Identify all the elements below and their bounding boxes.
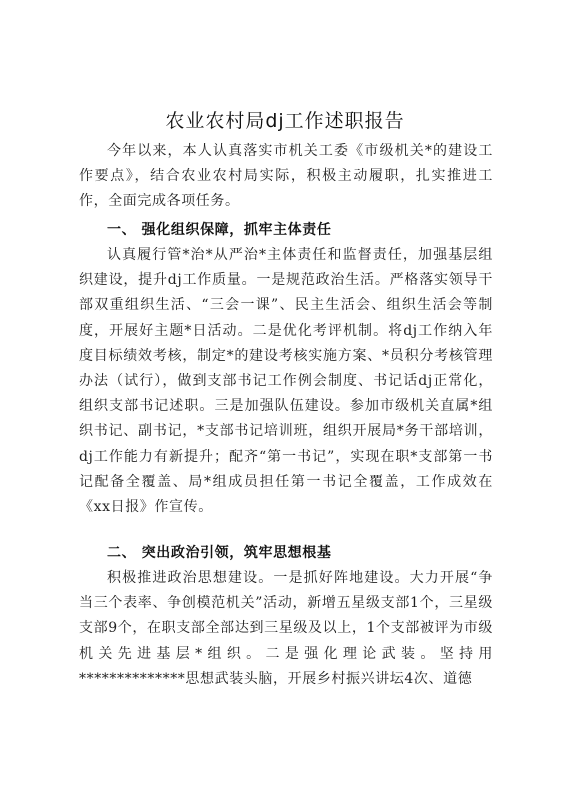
section-1-heading: 一、 强化组织保障，抓牢主体责任 — [107, 222, 332, 238]
section-2-heading: 二、 突出政治引领，筑牢思想根基 — [107, 545, 332, 561]
document-title: 农业农村局dj工作述职报告 — [165, 110, 405, 132]
intro-paragraph: 今年以来，本人认真落实市机关工委《市级机关*的建设工作要点》，结合农业农村局实际，积极主动履职，扎实推进工作，全面完成各项任务。 — [79, 143, 493, 210]
section-1-paragraph: 认真履行管*治*从严治*主体责任和监督责任，加强基层组织建设，提升dj工作质量。一是规范政治生活。严格落实领导干部双重组织生活、“三会一课”、民主生活会、组织生活会等制度，开展好主题*日活动。二是优化考评机制。将dj工作纳入年度目标绩效考核，制定*的建设考核实施方案、*员积分考核管理办法（试行），做到支部书记工作例会制度、书记话dj正常化，组织支部书记述职。三是加强队伍建设。参加市级机关直属*组织书记、副书记，*支部书记培训班，组织开展局*务干部培训，dj工作能力有新提升；配齐“第一书记”，实现在职*支部第一书记配备全覆盖、局*组成员担任第一书记全覆盖，工作成效在《xx日报》作宣传。 — [79, 247, 493, 516]
section-2-paragraph: 积极推进政治思想建设。一是抓好阵地建设。大力开展“争当三个表率、争创模范机关”活动，新增五星级支部1个，三星级支部9个，在职支部全部达到三星级及以上，1个支部被评为市级机关先进基层*组织。二是强化理论武装。坚持用**************思想武装头脑，开展乡村振兴讲坛4次、道德 — [79, 570, 493, 687]
